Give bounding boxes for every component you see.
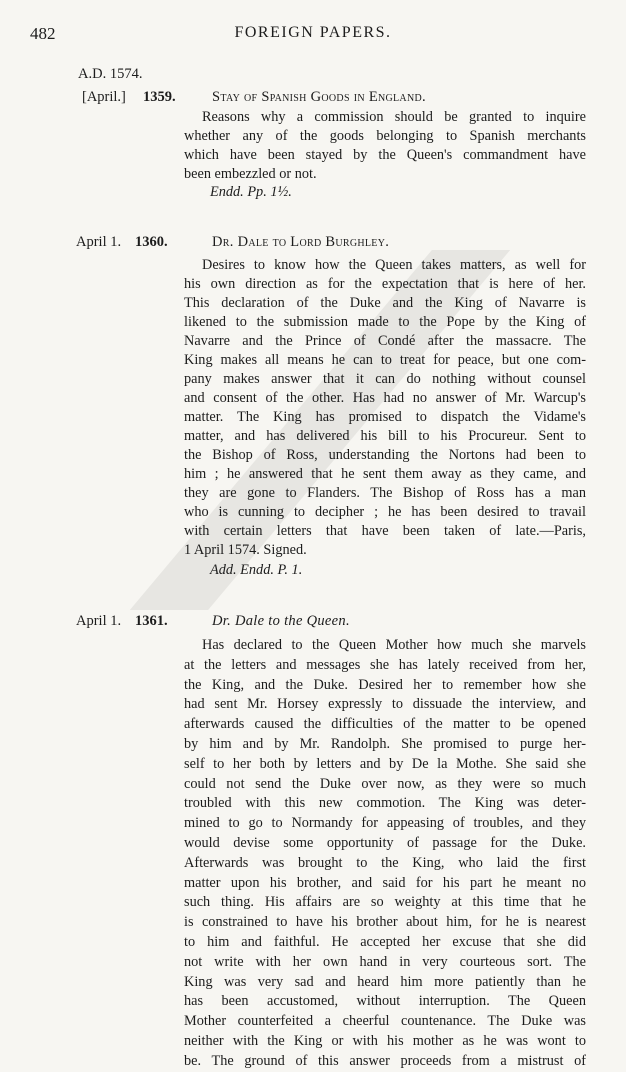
body-line: by him and by Mr. Randolph. She promised to purge her-	[184, 735, 586, 752]
body-line: could not send the Duke over now, as they were so much	[184, 775, 586, 792]
body-line: had sent Mr. Horsey expressly to dissuade the interview, and	[184, 696, 586, 713]
page-number: 482	[30, 24, 56, 43]
body-line: such thing. His affairs are so weighty at this time that he	[184, 894, 586, 911]
body-line: at the letters and messages she has lately received from her,	[184, 656, 586, 673]
body-line: his own direction as for the expectation that is here of her.	[184, 276, 586, 292]
body-line: the King, and the Duke. Desired her to remember how she	[184, 676, 586, 693]
entry-body	[184, 636, 586, 1072]
body-line: matter upon his brother, and said for his part he meant no	[184, 874, 586, 891]
body-line: the Bishop of Ross, understanding the Nortons had been to	[184, 447, 586, 463]
entry-body	[184, 108, 586, 184]
running-head: FOREIGN PAPERS.	[234, 24, 392, 41]
entry-number: 1360.	[135, 234, 168, 250]
body-line: with certain letters that have been taken of late.—Paris,	[184, 523, 586, 539]
body-line: whether any of the goods belonging to Spanish merchants	[184, 128, 586, 144]
body-line: which have been stayed by the Queen's commandment have	[184, 147, 586, 163]
body-line: This declaration of the Duke and the King of Navarre is	[184, 295, 586, 311]
body-line: they are gone to Flanders. The Bishop of Ross has a man	[184, 485, 586, 501]
body-line: would devise some opportunity of passage for the Duke.	[184, 834, 586, 851]
entry-body	[184, 256, 586, 560]
entry-date: April 1.	[76, 613, 122, 629]
body-line: be. The ground of this answer proceeds from a mistrust of	[184, 1052, 586, 1069]
body-line: neither with the King or with his mother as he was wont to	[184, 1032, 586, 1049]
body-line: is constrained to have his brother about him, for he is nearest	[184, 914, 586, 931]
body-line: him ; he answered that he sent them away as they came, and	[184, 466, 586, 482]
body-line: not write with her own hand in very courteous sort. The	[184, 953, 586, 970]
body-line: troubled with this new commotion. The King was deter-	[184, 795, 586, 812]
body-line: been embezzled or not.	[184, 166, 317, 182]
body-line: self to her both by letters and by De la Mothe. She said she	[184, 755, 586, 772]
entry-number: 1359.	[143, 89, 176, 105]
body-line: matter, and has delivered his bill to his Procureur. Sent to	[184, 428, 586, 444]
entry-date: April 1.	[76, 234, 122, 250]
body-line: Mother counterfeited a cheerful countenance. The Duke was	[184, 1013, 586, 1030]
entry-date: [April.]	[82, 89, 126, 105]
body-line: King makes all means he can to treat for peace, but one com-	[184, 352, 586, 368]
body-line: who is cunning to decipher ; he has been desired to travail	[184, 504, 586, 520]
body-line: Has declared to the Queen Mother how much she marvels	[202, 637, 586, 653]
body-line: to him and faithful. He accepted her excuse that she did	[184, 933, 586, 950]
entry-title: Dr. Dale to the Queen.	[212, 613, 350, 629]
body-line: and consent of the other. Has had no answer of Mr. Warcup's	[184, 390, 586, 406]
body-line: has been accustomed, without interruption. The Queen	[184, 993, 586, 1010]
body-line: Afterwards was brought to the King, who laid the first	[184, 854, 586, 871]
entry-number: 1361.	[135, 613, 168, 629]
body-line: mined to go to Normandy for appeasing of troubles, and they	[184, 815, 586, 832]
body-line: 1 April 1574. Signed.	[184, 542, 307, 558]
body-line: Reasons why a commission should be granted to inquire	[202, 109, 586, 125]
year-marker: A.D. 1574.	[78, 66, 143, 82]
endorsement: Add. Endd. P. 1.	[210, 562, 303, 578]
body-line: King was very sad and heard him more patiently than he	[184, 973, 586, 990]
entry-title: Stay of Spanish Goods in England.	[212, 89, 426, 105]
body-line: Navarre and the Prince of Condé after the massacre. The	[184, 333, 586, 349]
body-line: Desires to know how the Queen takes matters, as well for	[202, 257, 586, 273]
endorsement: Endd. Pp. 1½.	[210, 184, 292, 200]
body-line: likened to the submission made to the Pope by the King of	[184, 314, 586, 330]
body-line: afterwards caused the difficulties of the matter to be opened	[184, 716, 586, 733]
body-line: pany makes answer that it can do nothing without counsel	[184, 371, 586, 387]
entry-title: Dr. Dale to Lord Burghley.	[212, 234, 390, 250]
body-line: matter. The King has promised to dispatch the Vidame's	[184, 409, 586, 425]
